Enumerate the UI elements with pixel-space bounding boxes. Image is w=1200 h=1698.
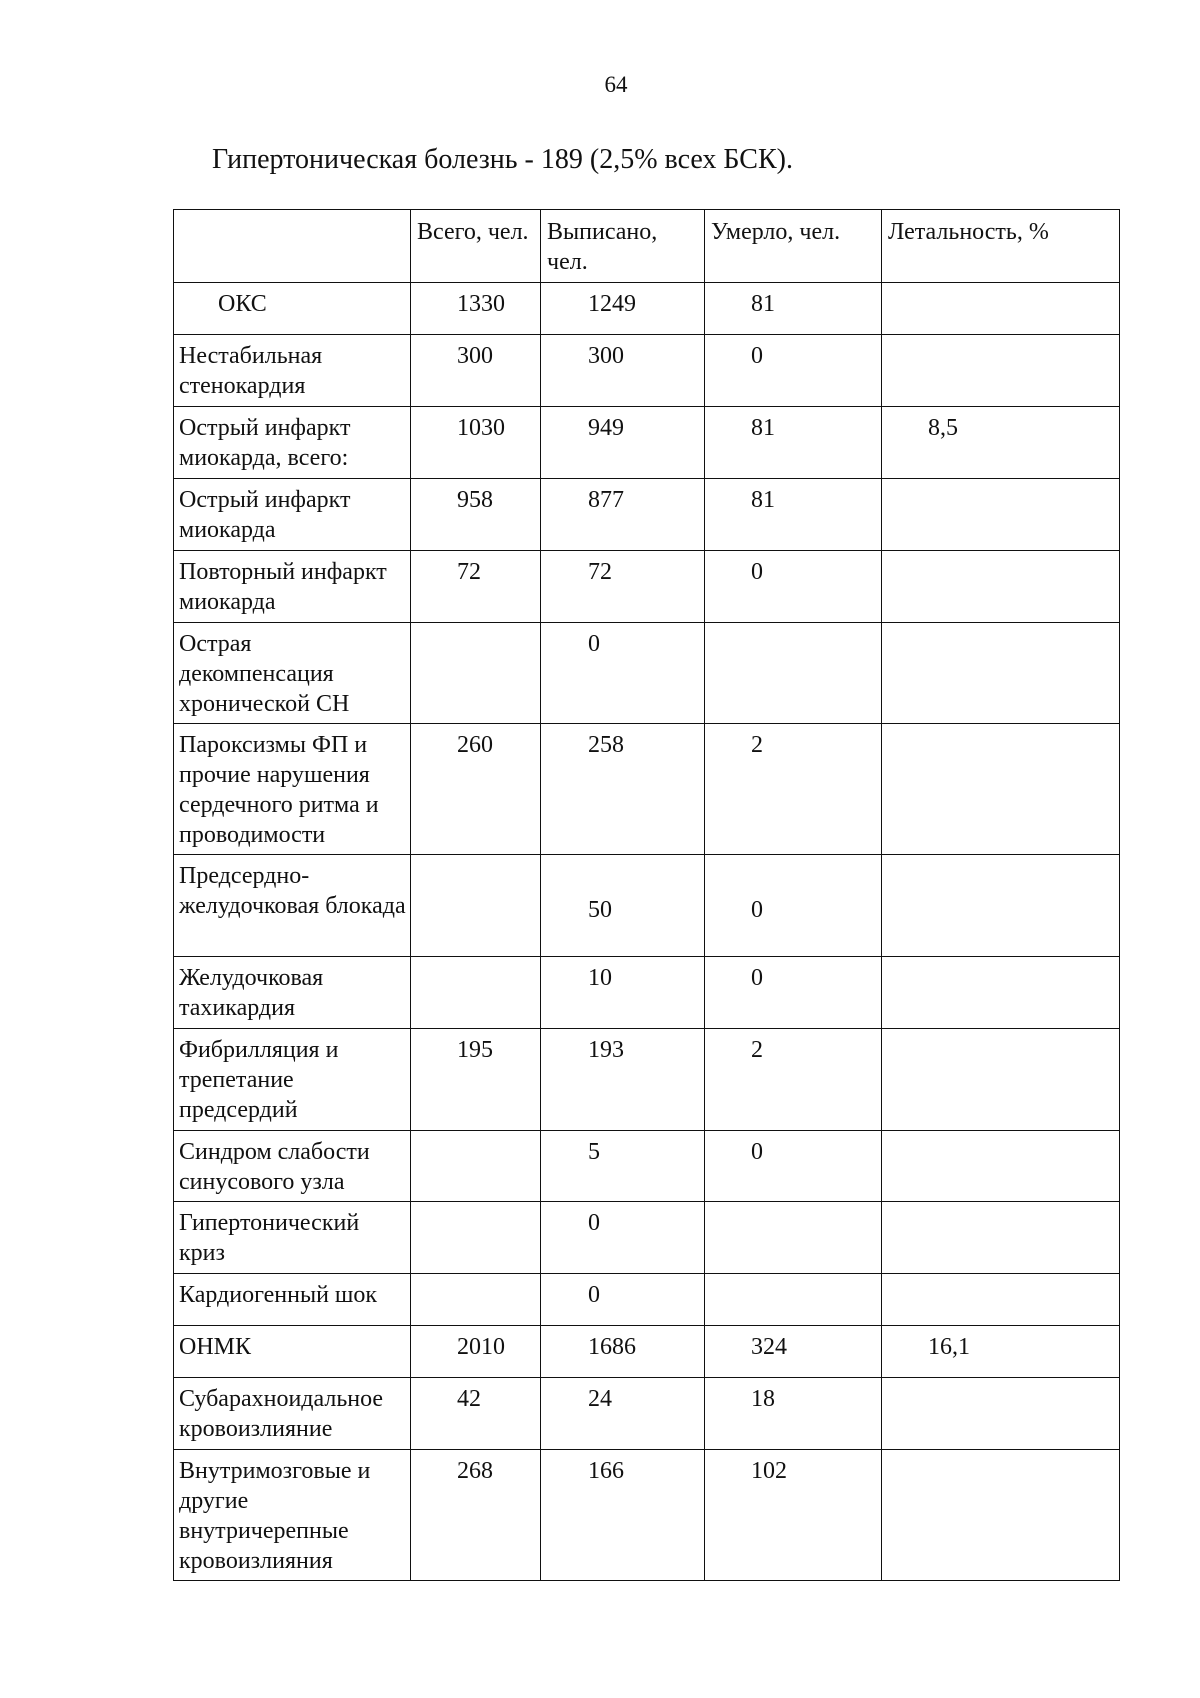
row-name: Желудочковая тахикардия — [174, 957, 411, 1029]
row-name: Субарахноидальное кровоизлияние — [174, 1378, 411, 1450]
table-row — [174, 1029, 1120, 1131]
row-name: Нестабильная стенокардия — [174, 335, 411, 407]
row-total — [411, 623, 541, 724]
row-died: 18 — [705, 1378, 882, 1450]
row-lethality: 16,1 — [882, 1326, 1120, 1378]
row-name: Пароксизмы ФП и прочие нарушения сердечного ритма и проводимости — [174, 724, 411, 855]
row-discharged: 0 — [541, 623, 705, 724]
header-lethality: Летальность, % — [882, 210, 1120, 283]
row-lethality — [882, 551, 1120, 623]
row-name: Острый инфаркт миокарда — [174, 479, 411, 551]
row-discharged: 72 — [541, 551, 705, 623]
table-row — [174, 407, 1120, 479]
row-died: 0 — [705, 1131, 882, 1202]
table-row — [174, 479, 1120, 551]
row-discharged: 0 — [541, 1202, 705, 1274]
row-total: 260 — [411, 724, 541, 855]
row-name: Кардиогенный шок — [174, 1274, 411, 1326]
statistics-table — [173, 209, 1120, 1581]
row-total — [411, 1202, 541, 1274]
table-row — [174, 957, 1120, 1029]
row-lethality — [882, 1029, 1120, 1131]
row-died — [705, 1274, 882, 1326]
row-total: 42 — [411, 1378, 541, 1450]
row-lethality — [882, 1450, 1120, 1581]
row-total — [411, 1274, 541, 1326]
header-total: Всего, чел. — [411, 210, 541, 283]
page-number: 64 — [604, 72, 628, 97]
row-died — [705, 1202, 882, 1274]
row-discharged: 5 — [541, 1131, 705, 1202]
table-row — [174, 283, 1120, 335]
row-lethality — [882, 855, 1120, 957]
row-died: 81 — [705, 283, 882, 335]
table-row — [174, 724, 1120, 855]
table-row — [174, 1131, 1120, 1202]
row-lethality — [882, 283, 1120, 335]
row-discharged: 166 — [541, 1450, 705, 1581]
row-died: 0 — [705, 855, 882, 957]
table-row — [174, 1326, 1120, 1378]
row-discharged: 877 — [541, 479, 705, 551]
row-died: 0 — [705, 957, 882, 1029]
row-name: Острый инфаркт миокарда, всего: — [174, 407, 411, 479]
row-lethality — [882, 479, 1120, 551]
header-died: Умерло, чел. — [705, 210, 882, 283]
row-lethality — [882, 1131, 1120, 1202]
row-died: 81 — [705, 479, 882, 551]
row-discharged: 949 — [541, 407, 705, 479]
row-died: 102 — [705, 1450, 882, 1581]
row-name: Синдром слабости синусового узла — [174, 1131, 411, 1202]
row-name: ОНМК — [174, 1326, 411, 1378]
row-discharged: 0 — [541, 1274, 705, 1326]
row-died: 2 — [705, 1029, 882, 1131]
row-total: 958 — [411, 479, 541, 551]
table-row — [174, 1378, 1120, 1450]
row-name: Повторный инфаркт миокарда — [174, 551, 411, 623]
row-name: ОКС — [174, 283, 411, 335]
table-row — [174, 855, 1120, 957]
row-total — [411, 957, 541, 1029]
row-total: 268 — [411, 1450, 541, 1581]
row-lethality — [882, 724, 1120, 855]
row-lethality — [882, 1378, 1120, 1450]
header-name — [174, 210, 411, 283]
row-discharged: 258 — [541, 724, 705, 855]
row-lethality — [882, 623, 1120, 724]
row-died: 324 — [705, 1326, 882, 1378]
table-row — [174, 623, 1120, 724]
row-total: 1330 — [411, 283, 541, 335]
row-total: 2010 — [411, 1326, 541, 1378]
row-lethality — [882, 957, 1120, 1029]
table-row — [174, 551, 1120, 623]
row-lethality: 8,5 — [882, 407, 1120, 479]
row-died: 81 — [705, 407, 882, 479]
row-name: Гипертонический криз — [174, 1202, 411, 1274]
row-discharged: 193 — [541, 1029, 705, 1131]
row-discharged: 300 — [541, 335, 705, 407]
row-discharged: 1686 — [541, 1326, 705, 1378]
row-total — [411, 855, 541, 957]
row-name: Внутримозговые и другие внутричерепные кровоизлияния — [174, 1450, 411, 1581]
row-name: Предсердно-желудочковая блокада — [174, 855, 411, 957]
row-discharged: 1249 — [541, 283, 705, 335]
table-row — [174, 1202, 1120, 1274]
row-name: Острая декомпенсация хронической СН — [174, 623, 411, 724]
row-total: 300 — [411, 335, 541, 407]
row-name: Фибрилляция и трепетание предсердий — [174, 1029, 411, 1131]
row-total: 195 — [411, 1029, 541, 1131]
row-discharged: 50 — [541, 855, 705, 957]
table-row — [174, 1450, 1120, 1581]
row-died — [705, 623, 882, 724]
row-total — [411, 1131, 541, 1202]
row-discharged: 10 — [541, 957, 705, 1029]
row-died: 2 — [705, 724, 882, 855]
row-died: 0 — [705, 335, 882, 407]
table-row — [174, 335, 1120, 407]
header-discharged: Выписано, чел. — [541, 210, 705, 283]
row-lethality — [882, 335, 1120, 407]
row-total: 72 — [411, 551, 541, 623]
table-header-row — [174, 210, 1120, 283]
row-died: 0 — [705, 551, 882, 623]
row-lethality — [882, 1202, 1120, 1274]
row-discharged: 24 — [541, 1378, 705, 1450]
row-total: 1030 — [411, 407, 541, 479]
row-lethality — [882, 1274, 1120, 1326]
page-heading: Гипертоническая болезнь - 189 (2,5% всех БСК). — [212, 144, 793, 175]
table-row — [174, 1274, 1120, 1326]
